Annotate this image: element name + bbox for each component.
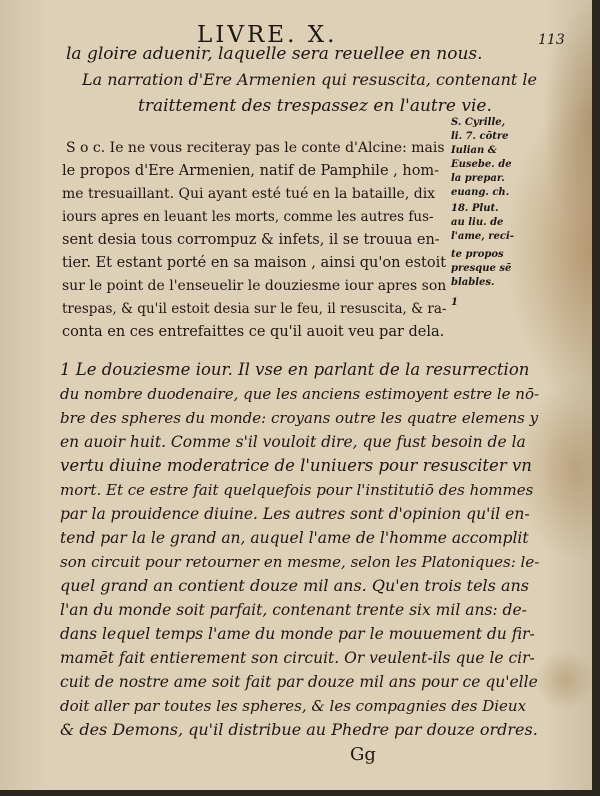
- commentary-line: bre des spheres du monde: croyans outre les quatre elemens y: [60, 409, 539, 427]
- commentary-line: dans lequel temps l'ame du monde par le mouuement du fir-: [60, 625, 535, 643]
- page-number: 113: [538, 32, 565, 48]
- continuation-line: la gloire aduenir, laquelle sera reuellee en nous.: [66, 44, 483, 64]
- commentary-line: quel grand an contient douze mil ans. Qu'en trois tels ans: [60, 576, 529, 595]
- margin-note: Iulian &: [451, 145, 497, 156]
- body-line: trespas, & qu'il estoit desia sur le feu, il resuscita, & ra-: [62, 301, 447, 317]
- commentary-line: 1 Le douziesme iour. Il vse en parlant de la resurrection: [60, 360, 530, 379]
- commentary-line: en auoir huit. Comme s'il vouloit dire, que fust besoin de la: [60, 433, 526, 451]
- commentary-line: mort. Et ce estre fait quelquefois pour l'institutiō des hommes: [60, 481, 534, 499]
- commentary-line: du nombre duodenaire, que les anciens estimoyent estre le nō-: [60, 385, 540, 403]
- margin-note: blables.: [451, 277, 495, 288]
- margin-note: te propos: [451, 249, 504, 260]
- margin-note: 1: [451, 297, 458, 308]
- margin-note: li. 7. cōtre: [451, 131, 509, 142]
- commentary-line: l'an du monde soit parfait, contenant trente six mil ans: de-: [60, 601, 527, 619]
- body-line: S o c. Ie ne vous reciteray pas le conte d'Alcine: mais: [66, 140, 445, 156]
- body-line: sur le point de l'enseuelir le douziesme iour apres son: [62, 278, 447, 294]
- commentary-line: par la prouidence diuine. Les autres sont d'opinion qu'il en-: [60, 505, 530, 523]
- body-line: conta en ces entrefaittes ce qu'il auoit veu par dela.: [62, 324, 445, 340]
- running-title: LIVRE. X.: [197, 22, 338, 48]
- body-line: sent desia tous corrompuz & infets, il se trouua en-: [62, 232, 440, 248]
- margin-note: l'ame, reci-: [451, 231, 514, 242]
- section-heading-line-1: La narration d'Ere Armenien qui resuscita, contenant le: [82, 70, 538, 89]
- signature-mark: Gg: [350, 744, 376, 765]
- commentary-line: son circuit pour retourner en mesme, selon les Platoniques: le-: [60, 553, 540, 571]
- commentary-line: tend par la le grand an, auquel l'ame de l'homme accomplit: [60, 529, 529, 547]
- commentary-line: vertu diuine moderatrice de l'uniuers pour resusciter vn: [60, 456, 532, 475]
- body-line: le propos d'Ere Armenien, natif de Pamphile , hom-: [62, 163, 440, 179]
- body-line: iours apres en leuant les morts, comme les autres fus-: [62, 209, 434, 225]
- margin-note: S. Cyrille,: [451, 117, 506, 128]
- commentary-line: cuit de nostre ame soit fait par douze mil ans pour ce qu'elle: [60, 673, 538, 691]
- margin-note: au liu. de: [451, 217, 504, 228]
- commentary-line: & des Demons, qu'il distribue au Phedre par douze ordres.: [60, 720, 538, 739]
- body-line: tier. Et estant porté en sa maison , ainsi qu'on estoit: [62, 255, 447, 271]
- margin-note: Eusebe. de: [451, 159, 512, 170]
- margin-note: euang. ch.: [451, 187, 510, 198]
- section-heading-line-2: traittement des trespassez en l'autre vie.: [138, 96, 492, 116]
- body-line: me tresuaillant. Qui ayant esté tué en la bataille, dix: [62, 186, 436, 202]
- margin-note: 18. Plut.: [451, 203, 499, 214]
- margin-note: la prepar.: [451, 173, 505, 184]
- commentary-line: mamēt fait entierement son circuit. Or veulent-ils que le cir-: [60, 649, 535, 667]
- commentary-line: doit aller par toutes les spheres, & les compagnies des Dieux: [60, 697, 527, 715]
- margin-note: presque sē: [451, 263, 512, 274]
